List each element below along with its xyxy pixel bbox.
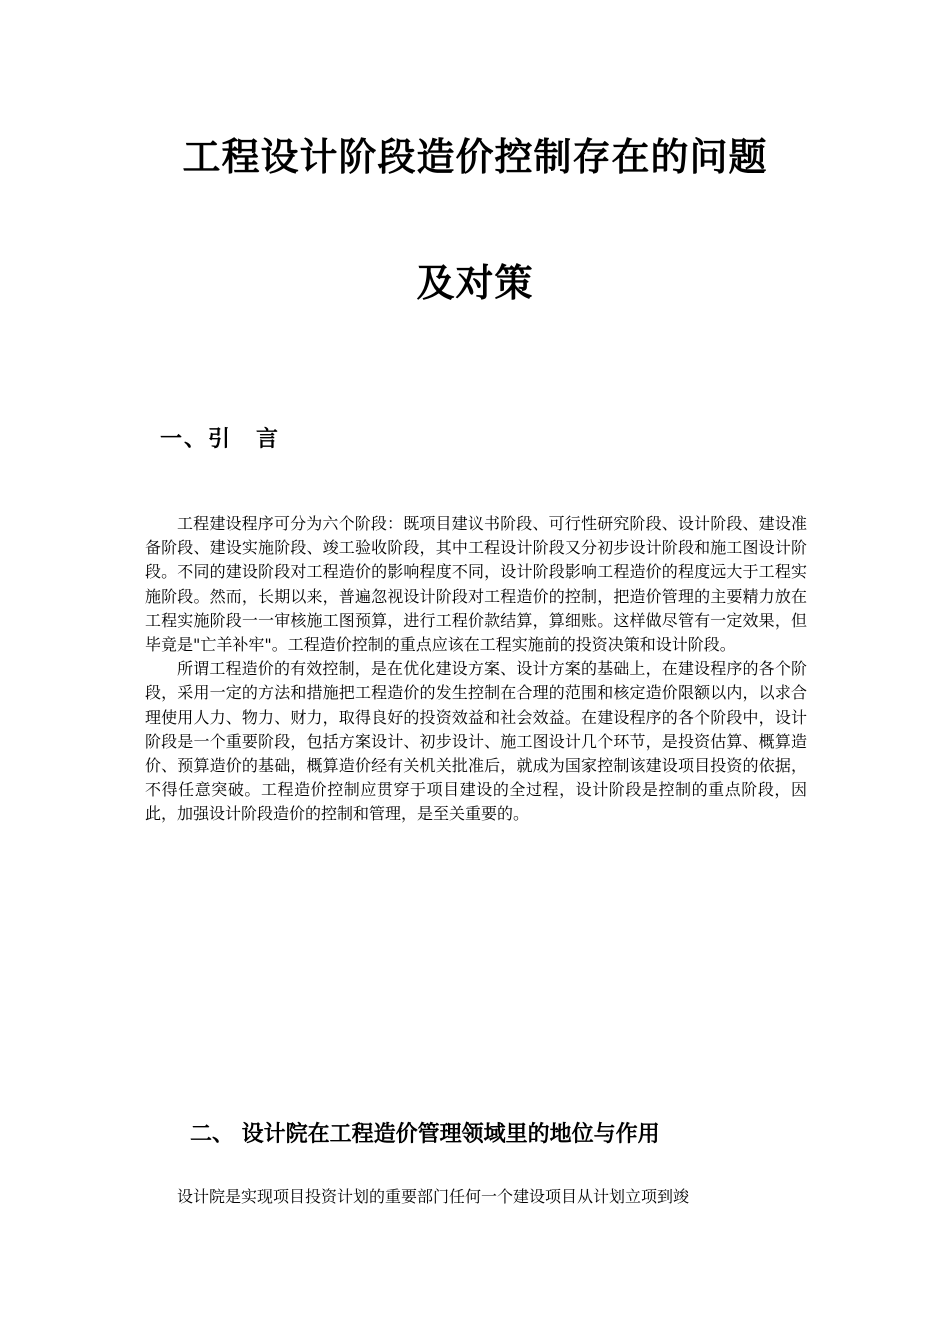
section-2-paragraph-1: 设计院是实现项目投资计划的重要部门任何一个建设项目从计划立项到竣 [177,1187,690,1206]
section-2-heading: 二、 设计院在工程造价管理领域里的地位与作用 [190,1122,660,1147]
section-1-heading: 一、引 言 [160,427,281,452]
section-1-body [145,512,807,827]
section-1-paragraph-2: 所谓工程造价的有效控制，是在优化建设方案、设计方案的基础上，在建设程序的各个阶段，采用一定的方法和措施把工程造价的发生控制在合理的范围和核定造价限额以内，以求合理使用人力、物力、财力，取得良好的投资效益和社会效益。在建设程序的各个阶段中，设计阶段是一个重要阶段，包括方案设计、初步设计、施工图设计几个环节，是投资估算、概算造价、预算造价的基础，概算造价经有关机关批准后，就成为国家控制该建设项目投资的依据，不得任意突破。工程造价控制应贯穿于项目建设的全过程，设计阶段是控制的重点阶段，因此，加强设计阶段造价的控制和管理，是至关重要的。 [145,659,807,824]
document-title-line-1: 工程设计阶段造价控制存在的问题 [182,135,768,179]
section-2-body [145,1185,807,1209]
document-title-line-2: 及对策 [416,261,534,305]
section-1-paragraph-1: 工程建设程序可分为六个阶段：既项目建议书阶段、可行性研究阶段、设计阶段、建设准备阶段、建设实施阶段、竣工验收阶段，其中工程设计阶段又分初步设计阶段和施工图设计阶段。不同的建设阶段对工程造价的影响程度不同，设计阶段影响工程造价的程度远大于工程实施阶段。然而，长期以来，普遍忽视设计阶段对工程造价的控制，把造价管理的主要精力放在工程实施阶段一一审核施工图预算，进行工程价款结算，算细账。这样做尽管有一定效果，但毕竟是"亡羊补牢"。工程造价控制的重点应该在工程实施前的投资决策和设计阶段。 [145,514,807,655]
